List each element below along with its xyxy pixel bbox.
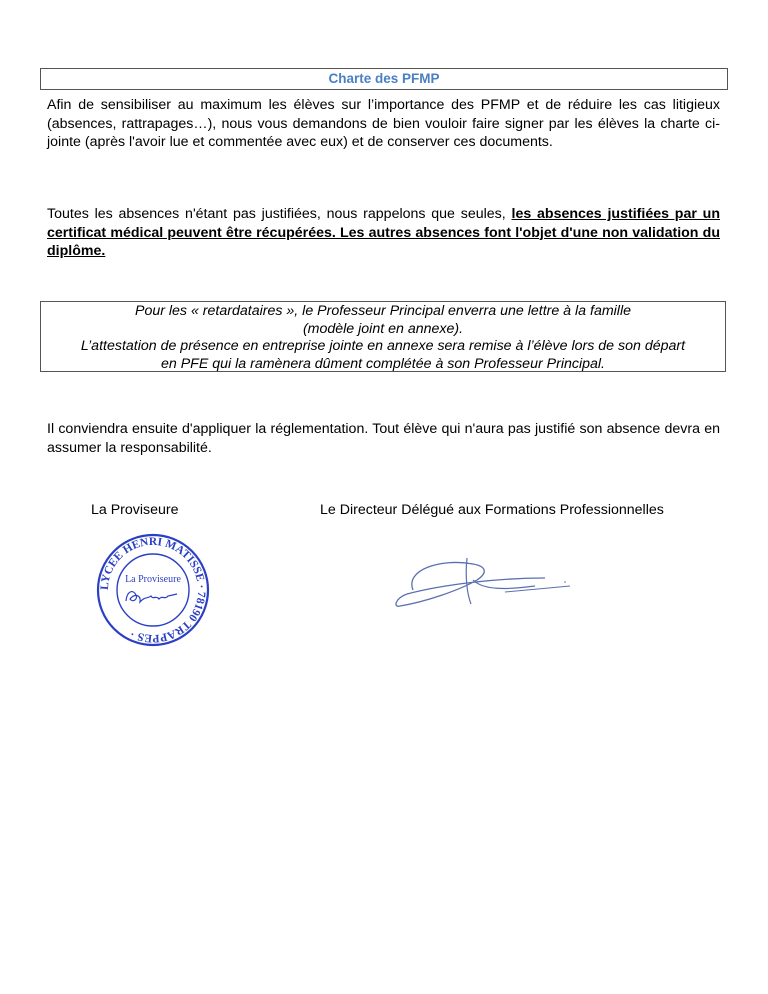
title-box — [40, 68, 728, 90]
stamp-signature — [126, 592, 177, 602]
absences-emphasis: les absences justifiées par un certificat médical peuvent être récupérées. Les autres absences font l'objet d'une non validation du diplôme. — [47, 206, 720, 259]
svg-text:LYCEE HENRI MATISSE · 78190 TR — [99, 536, 207, 644]
regulation-paragraph: Il conviendra ensuite d'appliquer la réglementation. Tout élève qui n'aura pas justifié son absence devra en assumer la responsabilité. — [47, 421, 720, 456]
notice-box — [40, 301, 726, 372]
intro-paragraph: Afin de sensibiliser au maximum les élèves sur l’importance des PFMP et de réduire les cas litigieux (absences, rattrapages…), nous vous demandons de bien vouloir faire signer par les élèves la charte ci-jointe (après l'avoir lue et commentée avec eux) et de conserver ces documents. — [47, 97, 720, 150]
notice-line-2: (modèle joint en annexe). — [302, 320, 464, 337]
notice-line-4: en PFE qui la ramènera dûment complétée à son Professeur Principal. — [161, 355, 605, 372]
school-stamp — [93, 533, 213, 648]
proviseure-label: La Proviseure — [91, 502, 179, 518]
notice-line-1: Pour les « retardataires », le Professeur Principal enverra une lettre à la famille — [134, 303, 631, 319]
absences-paragraph — [47, 205, 720, 261]
page-title: Charte des PFMP — [328, 71, 440, 86]
absences-intro: Toutes les absences n'étant pas justifiées, nous rappelons que seules, — [47, 206, 512, 222]
directeur-label: Le Directeur Délégué aux Formations Professionnelles — [320, 502, 664, 518]
stamp-ring-text: LYCEE HENRI MATISSE · 78190 TRAPPES · — [98, 535, 208, 645]
notice-line-3: L’attestation de présence en entreprise jointe en annexe sera remise à l’élève lors de son départ — [80, 338, 686, 354]
stamp-center-text: La Proviseure — [125, 574, 181, 585]
director-signature — [385, 550, 585, 620]
